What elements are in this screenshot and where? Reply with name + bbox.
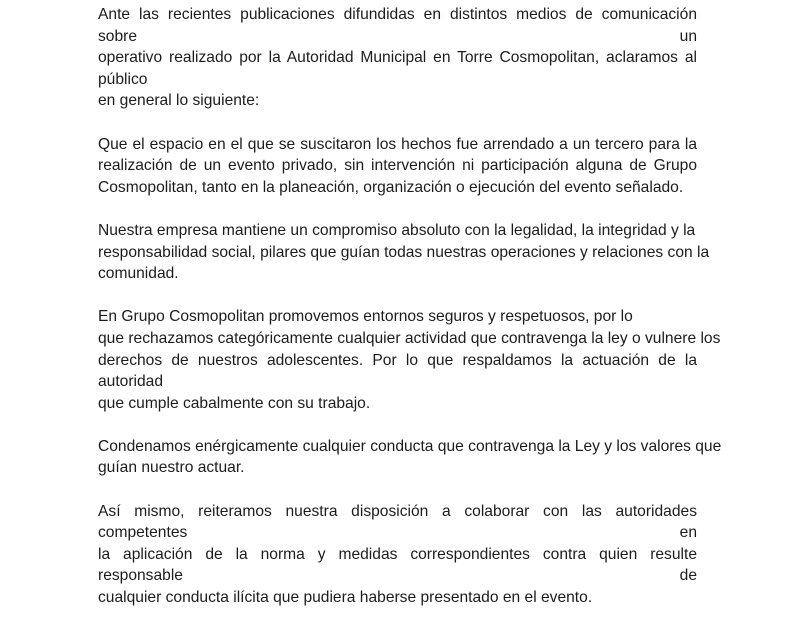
text-line: responsabilidad social, pilares que guían todas nuestras operaciones y relaciones con la [98,243,710,261]
text-line: En Grupo Cosmopolitan promovemos entornos seguros y respetuosos, por lo [98,308,633,326]
text-line: que cumple cabalmente con su trabajo. [98,394,371,412]
text-line: derechos de nuestros adolescentes. Por lo que respaldamos la actuación de la autoridad [98,351,697,391]
text-line: Condenamos enérgicamente cualquier conducta que contravenga la Ley y los valores que [98,437,722,455]
text-line: Así mismo, reiteramos nuestra disposición a colaborar con las autoridades competentes en [98,502,697,542]
text-line: guían nuestro actuar. [98,459,245,477]
text-line: cualquier conducta ilícita que pudiera haberse presentado en el evento. [98,589,593,607]
paragraph-rental-clarification [98,134,697,199]
paragraph-intro [98,4,697,112]
statement-document [98,4,722,630]
text-line: Cosmopolitan, tanto en la planeación, organización o ejecución del evento señalado. [98,178,684,196]
text-line: que rechazamos categóricamente cualquier actividad que contravenga la ley o vulnere los [98,329,721,347]
paragraph-safe-environments [98,306,721,414]
paragraph-commitment [98,220,710,285]
text-line: en general lo siguiente: [98,92,260,110]
text-line: Nuestra empresa mantiene un compromiso absoluto con la legalidad, la integridad y la [98,221,696,239]
text-line: Que el espacio en el que se suscitaron los hechos fue arrendado a un tercero para la [98,135,697,153]
text-line: operativo realizado por la Autoridad Municipal en Torre Cosmopolitan, aclaramos al público [98,49,697,88]
paragraph-collaboration [98,501,697,609]
text-line: la aplicación de la norma y medidas correspondientes contra quien resulte responsable de [98,545,697,585]
text-line: Ante las recientes publicaciones difundidas en distintos medios de comunicación sobre un [98,6,697,45]
text-line: comunidad. [98,265,179,283]
paragraph-condemnation [98,436,722,479]
text-line: realización de un evento privado, sin intervención ni participación alguna de Grupo [98,157,697,175]
